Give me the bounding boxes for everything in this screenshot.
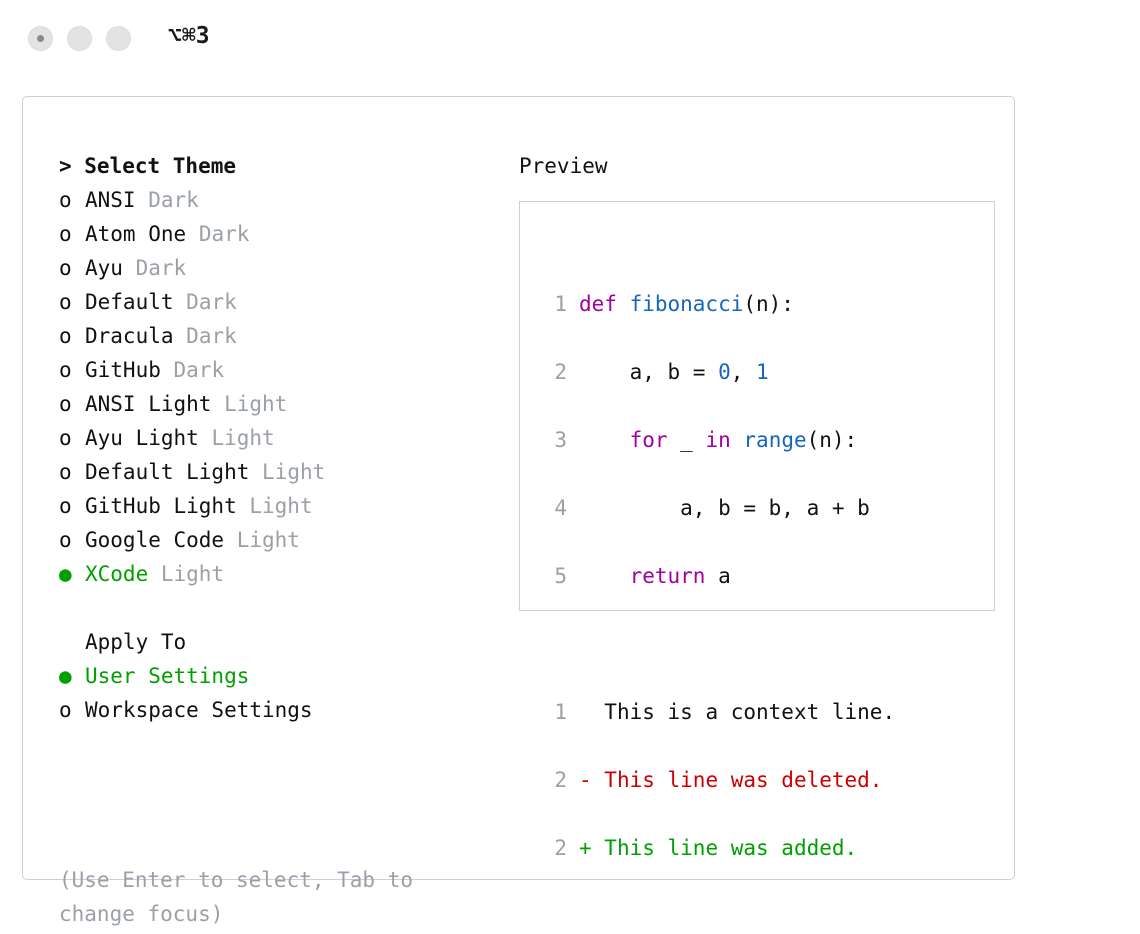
radio-icon: o — [59, 324, 72, 348]
apply-to-label: User Settings — [85, 664, 250, 688]
diff-text: This is a context line. — [591, 700, 896, 724]
diff-sign: + — [579, 836, 592, 860]
theme-option-ayu-light[interactable] — [59, 421, 509, 455]
code-token: a, b = — [579, 360, 719, 384]
radio-icon: o — [59, 290, 72, 314]
radio-icon: o — [59, 392, 72, 416]
radio-selected-icon: ● — [59, 562, 72, 586]
close-button[interactable] — [28, 26, 53, 51]
radio-icon: o — [59, 460, 72, 484]
code-token: a, b = b, a + b — [579, 496, 870, 520]
theme-option-github[interactable] — [59, 353, 509, 387]
code-token — [731, 428, 744, 452]
line-number: 4 — [554, 496, 567, 520]
theme-option-label: XCode — [85, 562, 149, 586]
code-token: in — [705, 428, 731, 452]
apply-to-title — [59, 625, 509, 659]
diff-line — [539, 763, 895, 797]
theme-option-xcode[interactable] — [59, 557, 509, 591]
theme-option-label: Google Code — [85, 528, 225, 552]
theme-option-label: Default — [85, 290, 174, 314]
theme-option-atom-one[interactable] — [59, 217, 509, 251]
theme-option-kind: Dark — [186, 324, 237, 348]
line-number: 3 — [554, 428, 567, 452]
traffic-light-controls — [28, 26, 131, 51]
radio-selected-icon: ● — [59, 664, 72, 688]
line-number: 2 — [554, 360, 567, 384]
theme-option-label: Atom One — [85, 222, 187, 246]
diff-text: This line was deleted. — [591, 768, 883, 792]
theme-option-kind: Dark — [173, 358, 225, 382]
theme-option-github-light[interactable] — [59, 489, 509, 523]
theme-option-ayu[interactable] — [59, 251, 509, 285]
theme-option-label: Dracula — [85, 324, 174, 348]
theme-option-label: ANSI Light — [85, 392, 212, 416]
preview-title: Preview — [519, 154, 608, 178]
terminal-pane — [22, 96, 1015, 926]
code-token — [579, 564, 630, 588]
code-token: 1 — [756, 360, 769, 384]
apply-to-workspace-settings[interactable] — [59, 693, 509, 727]
radio-icon: o — [59, 426, 72, 450]
code-line — [539, 423, 895, 457]
code-line — [539, 355, 895, 389]
code-token — [579, 428, 630, 452]
code-token: (n): — [743, 292, 794, 316]
code-token: _ — [667, 428, 706, 452]
preview-code — [539, 253, 895, 933]
window-title: ⌥⌘3 — [168, 23, 210, 49]
apply-to-user-settings[interactable] — [59, 659, 509, 693]
line-number: 1 — [554, 292, 567, 316]
theme-option-label: Ayu — [85, 256, 123, 280]
minimize-button[interactable] — [67, 26, 92, 51]
radio-icon: o — [59, 188, 72, 212]
theme-option-ansi-light[interactable] — [59, 387, 509, 421]
code-line — [539, 491, 895, 525]
radio-icon: o — [59, 358, 72, 382]
theme-picker — [59, 149, 509, 727]
theme-option-label: GitHub Light — [85, 494, 237, 518]
theme-option-kind: Dark — [135, 256, 187, 280]
theme-option-default-light[interactable] — [59, 455, 509, 489]
line-number: 2 — [554, 836, 567, 860]
diff-line — [539, 831, 895, 865]
diff-sign — [579, 700, 592, 724]
line-number: 5 — [554, 564, 567, 588]
code-token: def — [579, 292, 630, 316]
theme-option-default[interactable] — [59, 285, 509, 319]
radio-icon: o — [59, 698, 72, 722]
radio-icon: o — [59, 494, 72, 518]
radio-icon: o — [59, 256, 72, 280]
tui-content — [39, 117, 999, 926]
theme-picker-header: > Select Theme — [59, 154, 237, 178]
code-token: range — [743, 428, 807, 452]
code-token: for — [629, 428, 668, 452]
code-token: fibonacci — [629, 292, 744, 316]
theme-option-label: ANSI — [85, 188, 136, 212]
close-icon — [37, 35, 44, 42]
theme-option-kind: Light — [211, 426, 275, 450]
code-token: (n): — [806, 428, 858, 452]
theme-option-label: Default Light — [85, 460, 250, 484]
theme-option-dracula[interactable] — [59, 319, 509, 353]
theme-option-google-code[interactable] — [59, 523, 509, 557]
keyboard-hint: (Use Enter to select, Tab to change focus) — [59, 868, 426, 926]
diff-line — [539, 695, 895, 729]
theme-option-kind: Dark — [186, 290, 237, 314]
theme-option-kind: Dark — [148, 188, 199, 212]
theme-option-kind: Light — [236, 528, 300, 552]
theme-option-label: GitHub — [85, 358, 161, 382]
apply-to-title-label: Apply To — [85, 630, 187, 654]
line-number: 2 — [554, 768, 567, 792]
radio-icon: o — [59, 222, 72, 246]
diff-text: This line was added. — [591, 836, 858, 860]
zoom-button[interactable] — [106, 26, 131, 51]
code-token: , — [730, 360, 757, 384]
theme-option-label: Ayu Light — [85, 426, 199, 450]
radio-icon: o — [59, 528, 72, 552]
theme-option-kind: Light — [160, 562, 225, 586]
theme-option-kind: Light — [249, 494, 313, 518]
theme-option-ansi[interactable] — [59, 183, 509, 217]
spacer — [59, 591, 509, 625]
theme-option-kind: Light — [224, 392, 288, 416]
diff-sign: - — [579, 768, 592, 792]
code-token: return — [629, 564, 706, 588]
line-number: 1 — [554, 700, 567, 724]
preview-header — [519, 149, 999, 183]
title-bar — [0, 0, 1140, 78]
theme-option-kind: Dark — [198, 222, 250, 246]
spacer — [539, 627, 895, 661]
code-line — [539, 287, 895, 321]
apply-to-label: Workspace Settings — [85, 698, 313, 722]
code-token: 0 — [718, 360, 731, 384]
code-line — [539, 559, 895, 593]
code-token: a — [705, 564, 731, 588]
theme-option-kind: Light — [262, 460, 326, 484]
